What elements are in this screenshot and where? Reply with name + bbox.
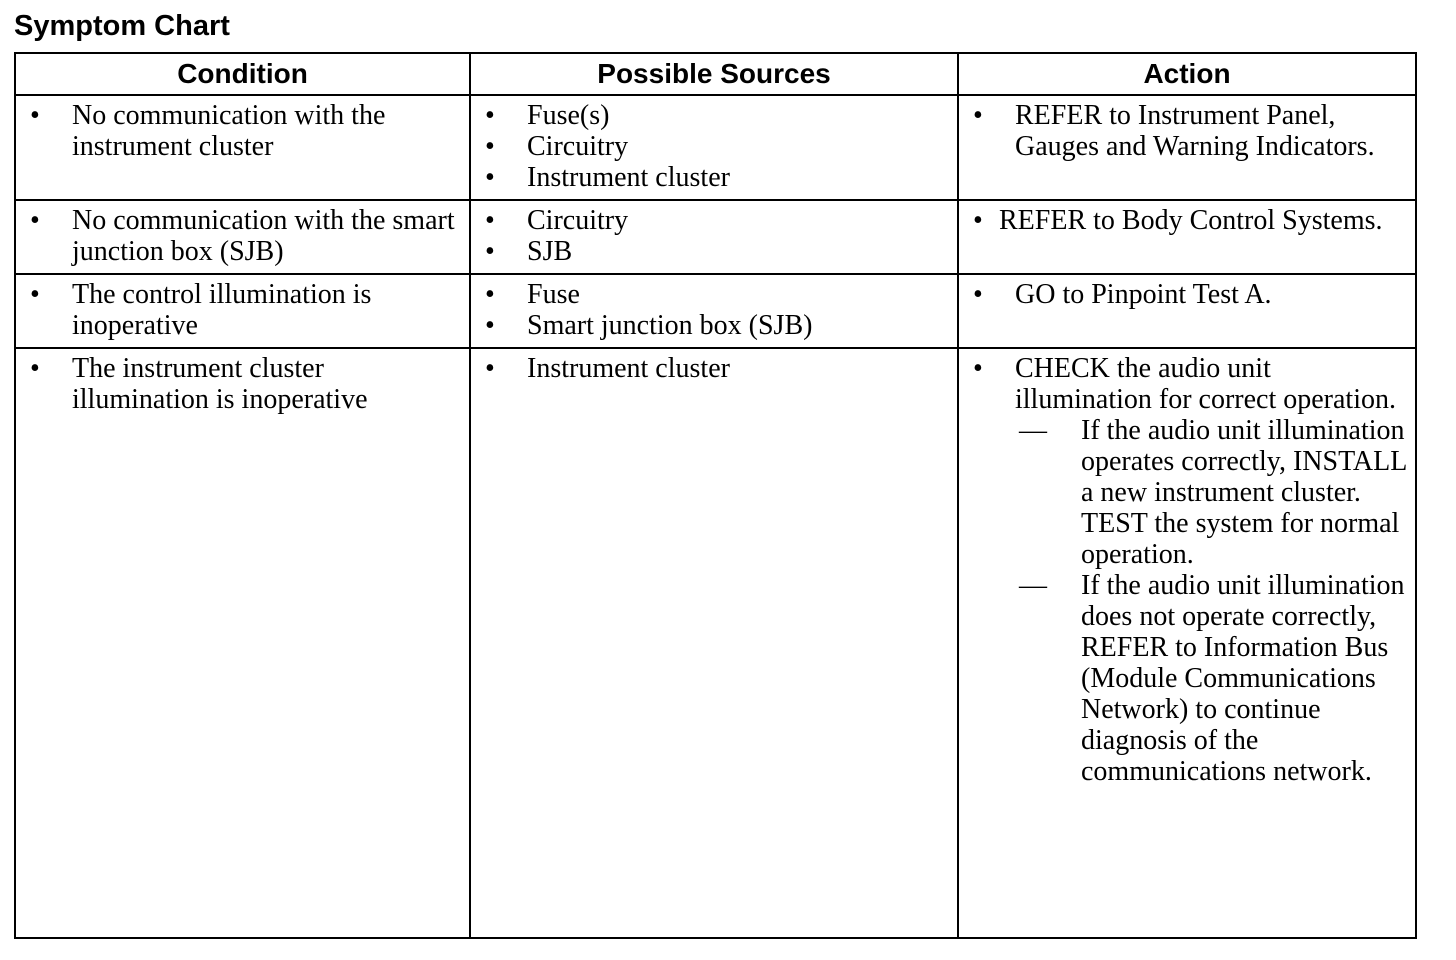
action-cell [958, 95, 1416, 200]
sub-action-item: — If the audio unit illumination operates correctly, INSTALL a new instrument cluster. TEST the system for normal operation. [1015, 415, 1409, 570]
condition-item: • No communication with the instrument cluster [16, 100, 469, 162]
sources-cell [470, 200, 958, 274]
source-item: • SJB [471, 236, 957, 267]
action-list [959, 279, 1415, 310]
condition-list [16, 353, 469, 415]
condition-cell [15, 274, 470, 348]
source-item: • Circuitry [471, 205, 957, 236]
source-item: • Fuse(s) [471, 100, 957, 131]
table-header [15, 53, 1416, 95]
table-row [15, 95, 1416, 200]
table-row [15, 200, 1416, 274]
condition-item: • The instrument cluster illumination is inoperative [16, 353, 469, 415]
source-item: • Instrument cluster [471, 162, 957, 193]
condition-list [16, 100, 469, 162]
header-row [15, 53, 1416, 95]
action-item [959, 353, 1415, 787]
action-item: • GO to Pinpoint Test A. [959, 279, 1415, 310]
action-list [959, 205, 1415, 236]
source-item: • Fuse [471, 279, 957, 310]
condition-item: • No communication with the smart junction box (SJB) [16, 205, 469, 267]
sub-action-item: — If the audio unit illumination does not operate correctly, REFER to Information Bus (Module Communications Network) to continue diagnosis of the communications network. [1015, 570, 1409, 787]
possible-sources-column-header: Possible Sources [470, 53, 958, 95]
sources-cell [470, 95, 958, 200]
sources-list [471, 279, 957, 341]
action-cell [958, 274, 1416, 348]
condition-list [16, 279, 469, 341]
action-cell [958, 200, 1416, 274]
action-item: • REFER to Body Control Systems. [959, 205, 1415, 236]
action-item: • REFER to Instrument Panel, Gauges and Warning Indicators. [959, 100, 1415, 162]
action-text: CHECK the audio unit illumination for correct operation. [1015, 353, 1396, 415]
action-list [959, 100, 1415, 162]
symptom-chart-table [14, 52, 1417, 939]
source-item: • Instrument cluster [471, 353, 957, 384]
table-row [15, 348, 1416, 938]
sources-cell [470, 348, 958, 938]
action-list [959, 353, 1415, 787]
condition-list [16, 205, 469, 267]
source-item: • Circuitry [471, 131, 957, 162]
sources-cell [470, 274, 958, 348]
condition-cell [15, 348, 470, 938]
condition-item: • The control illumination is inoperative [16, 279, 469, 341]
condition-cell [15, 95, 470, 200]
condition-column-header: Condition [15, 53, 470, 95]
sources-list [471, 100, 957, 193]
sub-action-list [1015, 415, 1409, 787]
condition-cell [15, 200, 470, 274]
action-column-header: Action [958, 53, 1416, 95]
sources-list [471, 353, 957, 384]
action-cell [958, 348, 1416, 938]
sources-list [471, 205, 957, 267]
page-title: Symptom Chart [14, 10, 230, 42]
table-row [15, 274, 1416, 348]
source-item: • Smart junction box (SJB) [471, 310, 957, 341]
table-body [15, 95, 1416, 938]
